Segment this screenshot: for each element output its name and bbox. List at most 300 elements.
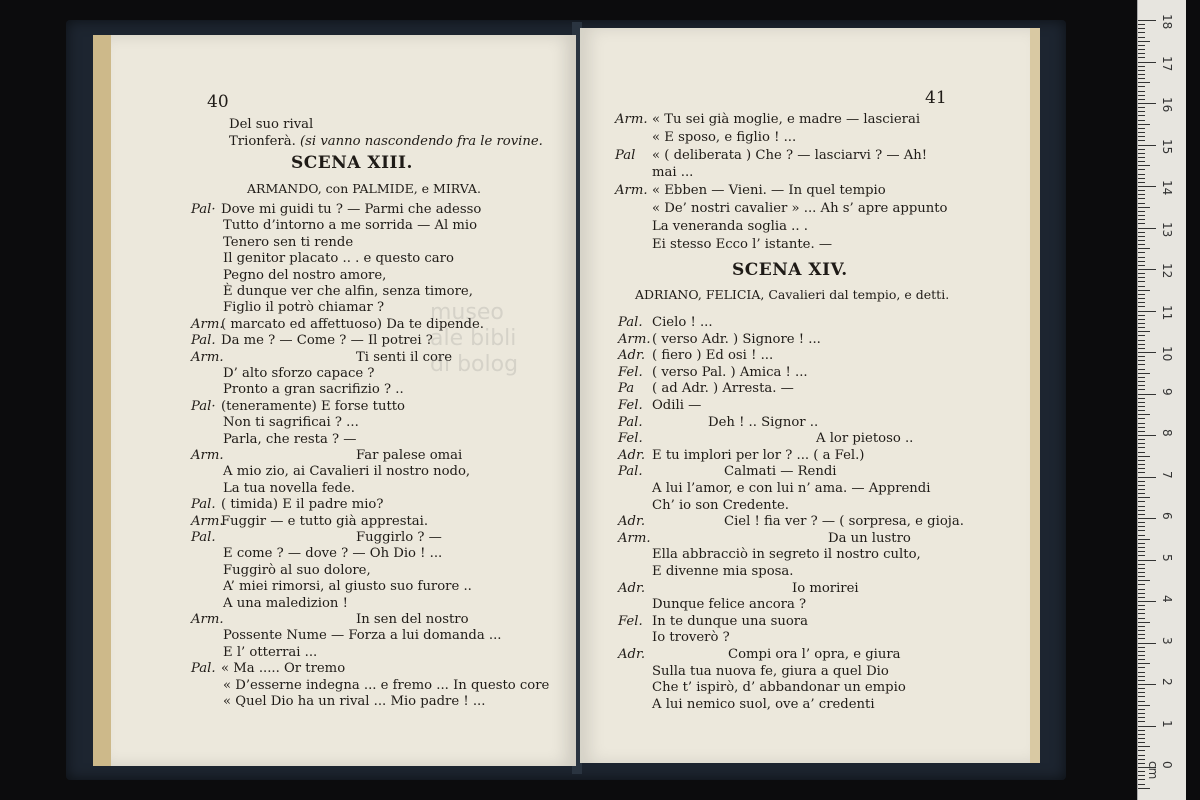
text-line: ( marcato ed affettuoso) Da te dipende.	[221, 316, 484, 332]
ruler-tick	[1138, 389, 1145, 390]
speaker-label: Arm.	[618, 331, 651, 347]
speaker-label: Pal.	[191, 497, 216, 513]
ruler-tick	[1138, 311, 1156, 312]
speaker-label: Pal.	[191, 530, 216, 545]
ruler-label: 0 cm	[1146, 761, 1174, 780]
ruler-tick	[1138, 564, 1145, 565]
ruler-tick	[1138, 70, 1145, 71]
ruler-tick	[1138, 28, 1145, 29]
ruler-tick	[1138, 472, 1145, 473]
speaker-label: Fel.	[618, 431, 643, 447]
speaker-label: Adr.	[618, 580, 646, 596]
ruler-tick	[1138, 418, 1145, 419]
ruler-tick	[1138, 348, 1145, 349]
line-text: Del suo rival	[229, 117, 314, 132]
ruler-tick	[1138, 464, 1145, 465]
text-line: ( timida) E il padre mio?	[221, 497, 384, 513]
ruler-tick	[1138, 120, 1145, 121]
ruler-tick	[1138, 414, 1150, 415]
ruler-tick	[1138, 319, 1145, 320]
ruler-tick	[1138, 680, 1145, 681]
text-line: Figlio il potrò chiamar ?	[223, 300, 385, 316]
text-line: (teneramente) E forse tutto	[221, 398, 405, 414]
text-line: In te dunque una suora	[652, 613, 808, 629]
text-line: ( verso Pal. ) Amica ! ...	[652, 364, 808, 380]
ruler-tick	[1138, 136, 1145, 137]
ruler-tick	[1138, 394, 1156, 395]
ruler-tick	[1138, 248, 1150, 249]
ruler-label: 1	[1160, 719, 1174, 728]
ruler-tick	[1138, 746, 1150, 747]
ruler-tick	[1138, 555, 1145, 556]
ruler-tick	[1138, 705, 1150, 706]
left-page-number: 40	[207, 92, 229, 112]
ruler-tick	[1138, 352, 1156, 353]
speaker-label: Arm.	[615, 112, 648, 127]
ruler-tick	[1138, 709, 1145, 710]
speaker-label: Fel.	[618, 364, 643, 380]
ruler-tick	[1138, 381, 1145, 382]
text-line	[652, 183, 886, 199]
right-page-number: 41	[925, 88, 947, 108]
ruler-tick	[1138, 41, 1150, 42]
speaker-label: Pal.	[618, 315, 643, 330]
text-line: Io morirei	[792, 580, 859, 596]
ruler-tick	[1138, 742, 1145, 743]
speaker-label: Pal·	[191, 202, 216, 217]
ruler-label: 17	[1160, 55, 1174, 71]
ruler-tick	[1138, 66, 1145, 67]
left-page	[93, 35, 576, 766]
text-line: La tua novella fede.	[223, 480, 355, 496]
ruler-tick	[1138, 701, 1145, 702]
ruler-tick	[1138, 215, 1145, 216]
line-text: « Tu sei già moglie, e madre — lascierai	[652, 112, 921, 127]
ruler-tick	[1138, 190, 1145, 191]
ruler-tick	[1138, 750, 1145, 751]
ruler-tick	[1138, 149, 1145, 150]
ruler-tick	[1138, 410, 1145, 411]
ruler-tick	[1138, 477, 1156, 478]
ruler-tick	[1138, 219, 1145, 220]
text-line: Fuggirò al suo dolore,	[223, 562, 371, 578]
ruler-tick	[1138, 373, 1150, 374]
text-line: Da me ? — Come ? — Il potrei ?	[221, 333, 433, 349]
text-line: Fuggirlo ? —	[356, 530, 442, 545]
ruler-tick	[1138, 277, 1145, 278]
ruler-tick	[1138, 331, 1150, 332]
ruler-tick	[1138, 510, 1145, 511]
ruler-label: 11	[1160, 304, 1174, 320]
speaker-label: Arm.	[191, 513, 224, 529]
ruler-tick	[1138, 460, 1145, 461]
text-line: ( fiero ) Ed osi ! ...	[652, 348, 774, 364]
ruler-tick	[1138, 721, 1145, 722]
ruler-tick	[1138, 609, 1145, 610]
text-line	[652, 112, 920, 128]
ruler-tick	[1138, 57, 1145, 58]
ruler-tick	[1138, 522, 1145, 523]
text-line: E tu implori per lor ? ... ( a Fel.)	[652, 447, 865, 463]
ruler-tick	[1138, 95, 1145, 96]
text-line: Da un lustro	[828, 530, 911, 546]
text-line: Possente Nume — Forza a lui domanda ...	[223, 628, 502, 644]
text-line: D’ alto sforzo capace ?	[223, 366, 375, 381]
text-line: Tenero sen ti rende	[223, 234, 354, 250]
line-text: La veneranda soglia .. .	[652, 218, 808, 234]
ruler-tick	[1138, 344, 1145, 345]
ruler-tick	[1138, 651, 1145, 652]
ruler-tick	[1138, 99, 1145, 100]
ruler-label: 16	[1160, 97, 1174, 113]
text-line: Cielo ! ...	[652, 315, 713, 330]
ruler-tick	[1138, 547, 1145, 548]
ruler-tick	[1138, 613, 1145, 614]
scene-title-xiii: SCENA XIII.	[291, 153, 413, 173]
ruler-tick	[1138, 501, 1145, 502]
ruler-tick	[1138, 489, 1145, 490]
ruler-tick	[1138, 717, 1145, 718]
speaker-label: Adr.	[618, 647, 646, 662]
cast-list-xiv: ADRIANO, FELICIA, Cavalieri dal tempio, e detti.	[635, 287, 950, 302]
ruler-tick	[1138, 779, 1145, 780]
ruler-tick	[1138, 257, 1145, 258]
text-line: Che t’ ispirò, d’ abbandonar un empio	[652, 680, 906, 696]
line-text: « E sposo, e figlio ! ...	[652, 129, 797, 145]
ruler-label: 3	[1160, 636, 1174, 645]
ruler-tick	[1138, 643, 1156, 644]
ruler-tick	[1138, 713, 1145, 714]
ruler-tick	[1138, 107, 1145, 108]
text-line	[652, 237, 832, 253]
ruler-tick	[1138, 518, 1156, 519]
text-line	[652, 148, 927, 164]
ruler-tick	[1138, 593, 1145, 594]
speaker-label: Pal·	[191, 398, 216, 414]
ruler-label: 13	[1160, 221, 1174, 237]
ruler-tick	[1138, 655, 1145, 656]
speaker-label: Fel.	[618, 398, 643, 413]
ruler-tick	[1138, 618, 1145, 619]
ruler-tick	[1138, 443, 1145, 444]
speaker-label: Arm.	[191, 316, 224, 332]
ruler-tick	[1138, 605, 1145, 606]
ruler-tick	[1138, 211, 1145, 212]
ruler-tick	[1138, 580, 1150, 581]
ruler-tick	[1138, 730, 1145, 731]
ruler-tick	[1138, 439, 1145, 440]
speaker-label: Pal.	[618, 464, 643, 480]
speaker-label: Pal	[615, 147, 636, 163]
text-line	[652, 219, 808, 235]
ruler-label: 15	[1160, 138, 1174, 154]
speaker-label: Pal.	[191, 333, 216, 349]
ruler-tick	[1138, 402, 1145, 403]
ruler-tick	[1138, 49, 1145, 50]
ruler-label: 14	[1160, 180, 1174, 196]
ruler-tick	[1138, 153, 1145, 154]
text-line: Dunque felice ancora ?	[652, 597, 807, 613]
ruler-tick	[1138, 236, 1145, 237]
ruler-tick	[1138, 240, 1145, 241]
ruler-tick	[1138, 228, 1156, 229]
ruler-tick	[1138, 128, 1145, 129]
ruler-tick	[1138, 726, 1156, 727]
ruler-tick	[1138, 584, 1145, 585]
ruler-label: 9	[1160, 387, 1174, 396]
ruler-tick	[1138, 630, 1145, 631]
text-line: « Ma ..... Or tremo	[221, 661, 346, 677]
ruler-tick	[1138, 132, 1145, 133]
ruler-tick	[1138, 124, 1150, 125]
speaker-label: Adr.	[618, 514, 646, 530]
ruler-tick	[1138, 281, 1145, 282]
speaker-label: Adr.	[618, 447, 646, 463]
ruler-tick	[1138, 447, 1145, 448]
text-line: Calmati — Rendi	[724, 464, 837, 480]
text-line	[229, 134, 543, 150]
text-line: A una maledizion !	[223, 595, 348, 611]
ruler-tick	[1138, 514, 1145, 515]
ruler-tick	[1138, 53, 1145, 54]
ruler-tick	[1138, 140, 1145, 141]
ruler-tick	[1138, 576, 1145, 577]
speaker-label: Fel.	[618, 613, 643, 629]
ruler-tick	[1138, 286, 1145, 287]
ruler-tick	[1138, 340, 1145, 341]
speaker-label: Pal.	[191, 661, 216, 677]
ruler-tick	[1138, 572, 1145, 573]
ruler-tick	[1138, 32, 1145, 33]
ruler-tick	[1138, 788, 1150, 789]
text-line: E divenne mia sposa.	[652, 564, 794, 579]
ruler-tick	[1138, 290, 1150, 291]
watermark-line: di bolog	[430, 352, 519, 377]
ruler-tick	[1138, 427, 1145, 428]
text-line: Ella abbracciò in segreto il nostro culto,	[652, 547, 921, 563]
ruler-tick	[1138, 111, 1145, 112]
ruler-tick	[1138, 551, 1145, 552]
ruler-tick	[1138, 269, 1156, 270]
text-line: Il genitor placato .. . e questo caro	[223, 251, 454, 267]
ruler-tick	[1138, 684, 1156, 685]
watermark-line: ale bibli	[430, 326, 517, 351]
ruler-tick	[1138, 771, 1145, 772]
speaker-label: Adr.	[618, 348, 646, 364]
ruler-tick	[1138, 182, 1145, 183]
ruler-tick	[1138, 452, 1145, 453]
ruler-tick	[1138, 560, 1156, 561]
ruler-tick	[1138, 638, 1145, 639]
text-line	[652, 201, 948, 217]
text-line: A mio zio, ai Cavalieri il nostro nodo,	[223, 464, 471, 480]
ruler-tick	[1138, 74, 1145, 75]
ruler-tick	[1138, 431, 1145, 432]
ruler-tick	[1138, 315, 1145, 316]
ruler-tick	[1138, 91, 1145, 92]
line-text: « De’ nostri cavalier » ... Ah s’ apre appunto	[652, 201, 948, 216]
ruler-tick	[1138, 294, 1145, 295]
text-line: Ti senti il core	[356, 349, 453, 365]
text-line: E come ? — dove ? — Oh Dio ! ...	[223, 546, 443, 562]
ruler-tick	[1138, 161, 1145, 162]
ruler-tick	[1138, 145, 1156, 146]
ruler-tick	[1138, 115, 1145, 116]
watermark-line: museo	[430, 300, 504, 325]
text-line: Far palese omai	[356, 448, 463, 463]
ruler-tick	[1138, 423, 1145, 424]
ruler-label: 12	[1160, 263, 1174, 279]
right-page	[580, 28, 1040, 763]
ruler-tick	[1138, 696, 1145, 697]
ruler-tick	[1138, 207, 1150, 208]
line-text: mai ...	[652, 165, 694, 181]
ruler-tick	[1138, 103, 1156, 104]
ruler-tick	[1138, 647, 1145, 648]
text-line: E l’ otterrai ...	[223, 644, 318, 660]
ruler-tick	[1138, 597, 1145, 598]
ruler-tick	[1138, 194, 1145, 195]
ruler-tick	[1138, 568, 1145, 569]
ruler-tick	[1138, 497, 1150, 498]
ruler-tick	[1138, 360, 1145, 361]
ruler-tick	[1138, 622, 1150, 623]
ruler-tick	[1138, 481, 1145, 482]
ruler-tick	[1138, 86, 1145, 87]
ruler-tick	[1138, 667, 1145, 668]
text-line: Ciel ! fia ver ? — ( sorpresa, e gioja.	[724, 514, 964, 530]
text-line: A lui l’amor, e con lui n’ ama. — Apprendi	[652, 481, 931, 496]
ruler-tick	[1138, 232, 1145, 233]
speaker-label: Arm.	[191, 448, 224, 463]
ruler-tick	[1138, 663, 1150, 664]
ruler-tick	[1138, 676, 1145, 677]
text-line: Compi ora l’ opra, e giura	[728, 647, 901, 662]
ruler-tick	[1138, 385, 1145, 386]
ruler-tick	[1138, 82, 1150, 83]
ruler-tick	[1138, 659, 1145, 660]
ruler-tick	[1138, 539, 1150, 540]
text-line: Odili —	[652, 398, 702, 413]
ruler-tick	[1138, 261, 1145, 262]
line-text: Ei stesso Ecco l’ istante. —	[652, 236, 833, 252]
ruler-tick	[1138, 672, 1145, 673]
text-line: A’ miei rimorsi, al giusto suo furore ..	[223, 579, 472, 595]
ruler-tick	[1138, 456, 1150, 457]
ruler-tick	[1138, 763, 1145, 764]
speaker-label: Pa	[618, 381, 635, 397]
speaker-label: Arm.	[191, 349, 224, 365]
scene-title-xiv: SCENA XIV.	[732, 260, 848, 280]
ruler-tick	[1138, 755, 1145, 756]
text-line: È dunque ver che alfin, senza timore,	[223, 284, 473, 299]
ruler-tick	[1138, 535, 1145, 536]
text-line: Non ti sagrificai ? ...	[223, 415, 359, 431]
ruler-tick	[1138, 198, 1145, 199]
ruler-tick	[1138, 493, 1145, 494]
ruler-tick	[1138, 273, 1145, 274]
ruler-tick	[1138, 738, 1145, 739]
ruler-tick	[1138, 178, 1145, 179]
ruler-tick	[1138, 530, 1145, 531]
ruler-tick	[1138, 406, 1145, 407]
ruler-tick	[1138, 265, 1145, 266]
text-line: Deh ! .. Signor ..	[708, 414, 819, 430]
ruler-tick	[1138, 775, 1145, 776]
ruler-tick	[1138, 323, 1145, 324]
ruler-tick	[1138, 335, 1145, 336]
ruler-tick	[1138, 20, 1156, 21]
ruler-tick	[1138, 62, 1156, 63]
text-line: Ch’ io son Credente.	[652, 497, 789, 513]
text-line: Fuggir — e tutto già apprestai.	[221, 513, 429, 529]
text-line: In sen del nostro	[356, 612, 469, 627]
text-line: « D’esserne indegna ... e fremo ... In questo core	[223, 677, 550, 693]
ruler-tick	[1138, 589, 1145, 590]
ruler-tick	[1138, 626, 1145, 627]
ruler-tick	[1138, 506, 1145, 507]
ruler-label: 6	[1160, 512, 1174, 520]
text-line: Tutto d’intorno a me sorrida — Al mio	[223, 218, 478, 234]
text-line	[652, 165, 693, 181]
line-text: « ( deliberata ) Che ? — lasciarvi ? — Ah!	[652, 147, 928, 163]
ruler-tick	[1138, 78, 1145, 79]
ruler-tick	[1138, 157, 1145, 158]
text-line: A lor pietoso ..	[816, 431, 914, 447]
ruler-tick	[1138, 369, 1145, 370]
ruler-tick	[1138, 169, 1145, 170]
ruler-tick	[1138, 252, 1145, 253]
ruler-tick	[1138, 327, 1145, 328]
ruler-tick	[1138, 174, 1145, 175]
ruler-tick	[1138, 784, 1145, 785]
ruler-tick	[1138, 688, 1145, 689]
text-line: Pronto a gran sacrifizio ? ..	[223, 382, 404, 398]
ruler-label: 8	[1160, 429, 1174, 437]
ruler-tick	[1138, 364, 1145, 365]
ruler-tick	[1138, 377, 1145, 378]
measurement-ruler	[1137, 0, 1186, 800]
ruler-tick	[1138, 223, 1145, 224]
ruler-tick	[1138, 244, 1145, 245]
text-line: A lui nemico suol, ove a’ credenti	[652, 696, 875, 712]
ruler-label: 18	[1160, 14, 1174, 30]
line-text: Trionferà.	[229, 134, 300, 149]
ruler-tick	[1138, 634, 1145, 635]
text-line: ( ad Adr. ) Arresta. —	[652, 381, 794, 397]
ruler-tick	[1138, 601, 1156, 602]
text-line: ( verso Adr. ) Signore ! ...	[652, 331, 821, 347]
text-line: Sulla tua nuova fe, giura a quel Dio	[652, 663, 889, 679]
text-line: « Quel Dio ha un rival ... Mio padre ! ...	[223, 694, 486, 709]
text-line	[229, 117, 313, 133]
text-line: Pegno del nostro amore,	[223, 267, 387, 283]
ruler-tick	[1138, 302, 1145, 303]
text-line: Io troverò ?	[652, 630, 730, 646]
speaker-label: Arm.	[191, 612, 224, 627]
ruler-label: 7	[1160, 470, 1174, 479]
speaker-label: Arm.	[615, 183, 648, 199]
text-line: Parla, che resta ? —	[223, 431, 357, 447]
ruler-tick	[1138, 165, 1150, 166]
ruler-tick	[1138, 306, 1145, 307]
text-line: Dove mi guidi tu ? — Parmi che adesso	[221, 202, 482, 217]
ruler-tick	[1138, 45, 1145, 46]
speaker-label: Arm.	[618, 530, 651, 546]
ruler-label: 10	[1160, 346, 1174, 362]
ruler-tick	[1138, 37, 1145, 38]
ruler-tick	[1138, 298, 1145, 299]
